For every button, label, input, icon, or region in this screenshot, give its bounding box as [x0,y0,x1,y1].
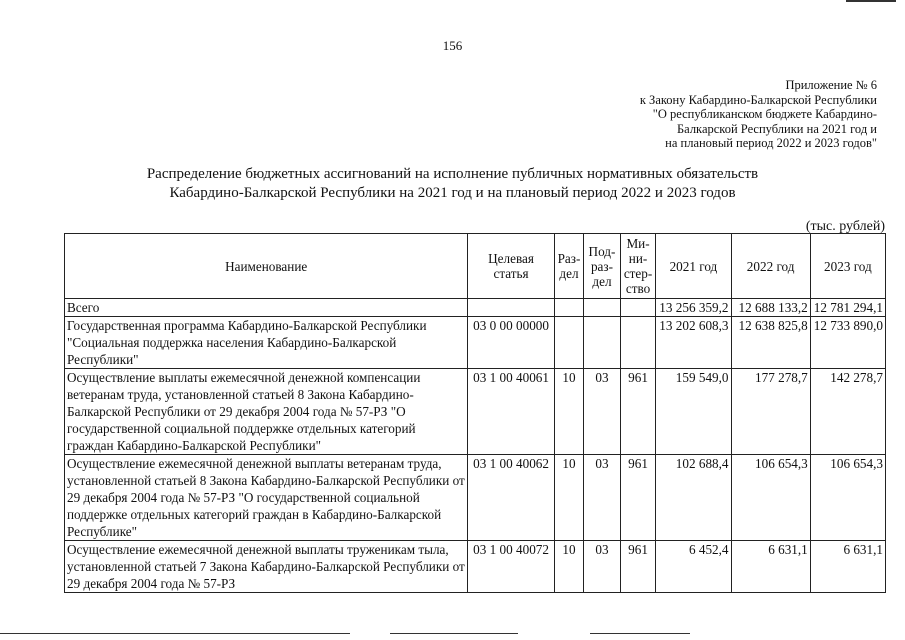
table-header [65,234,886,299]
title-line: Распределение бюджетных ассигнований на исполнение публичных нормативных обязательств [146,166,759,182]
cell-subsection: 03 [584,455,621,541]
scan-edge-line [0,633,350,634]
cell-ministry [620,317,656,369]
header-target-article: Целевая статья [468,234,554,299]
cell-section: 10 [554,369,583,455]
cell-ministry: 961 [620,541,656,593]
header-subsection: Под- раз- дел [584,234,621,299]
cell-name: Осуществление выплаты ежемесячной денежной компенсации ветеранам труда, установленной статьей 8 Закона Кабардино-Балкарской Республики от 29 декабря 2004 года № 57-РЗ "О государственной социальной поддержке отдельных категорий граждан Кабардино-Балкарской Республики" [65,369,468,455]
cell-subsection [584,299,621,317]
header-2021: 2021 год [656,234,731,299]
appendix-line: к Закону Кабардино-Балкарской Республики [639,92,877,107]
cell-section: 10 [554,541,583,593]
cell-2022: 12 638 825,8 [731,317,810,369]
header-2023: 2023 год [810,234,885,299]
cell-2021: 6 452,4 [656,541,731,593]
cell-name: Осуществление ежемесячной денежной выплаты труженикам тыла, установленной статьей 7 Закона Кабардино-Балкарской Республики от 29 декабря 2004 года № 57-РЗ [65,541,468,593]
table-body [65,299,886,593]
appendix-line: Приложение № 6 [785,78,877,92]
table-row [65,541,886,593]
page-number: 156 [442,38,463,53]
cell-target-article: 03 0 00 00000 [468,317,554,369]
table-row [65,455,886,541]
cell-2023: 12 781 294,1 [810,299,885,317]
cell-subsection [584,317,621,369]
budget-table [64,233,886,593]
appendix-line: на плановый период 2022 и 2023 годов" [665,136,877,150]
cell-2021: 13 202 608,3 [656,317,731,369]
scan-edge-line [390,633,518,634]
cell-target-article [468,299,554,317]
title-line: Кабардино-Балкарской Республики на 2021 год и на плановый период 2022 и 2023 годов [169,185,736,201]
cell-2023: 6 631,1 [810,541,885,593]
cell-section [554,299,583,317]
cell-2022: 177 278,7 [731,369,810,455]
cell-name: Государственная программа Кабардино-Балкарской Республики "Социальная поддержка населения Кабардино-Балкарской Республики" [65,317,468,369]
cell-2023: 142 278,7 [810,369,885,455]
table-row [65,317,886,369]
cell-subsection: 03 [584,369,621,455]
cell-subsection: 03 [584,541,621,593]
document-title [0,165,905,203]
scan-edge-line [590,633,690,634]
cell-section [554,317,583,369]
cell-ministry: 961 [620,369,656,455]
cell-ministry [620,299,656,317]
header-name: Наименование [65,234,468,299]
cell-2022: 6 631,1 [731,541,810,593]
cell-name: Осуществление ежемесячной денежной выплаты ветеранам труда, установленной статьей 8 Закона Кабардино-Балкарской Республики от 29 декабря 2004 года № 57-РЗ "О государственной социальной поддержке отдельных категорий граждан в Кабардино-Балкарской Республике" [65,455,468,541]
appendix-line: Балкарской Республики на 2021 год и [676,121,877,136]
cell-2023: 12 733 890,0 [810,317,885,369]
cell-2022: 106 654,3 [731,455,810,541]
header-2022: 2022 год [731,234,810,299]
cell-section: 10 [554,455,583,541]
table-row [65,369,886,455]
units-label: (тыс. рублей) [805,219,885,234]
cell-2021: 13 256 359,2 [656,299,731,317]
header-section: Раз- дел [554,234,583,299]
appendix-line: "О республиканском бюджете Кабардино- [652,107,877,121]
cell-target-article: 03 1 00 40061 [468,369,554,455]
table-row [65,299,886,317]
cell-2023: 106 654,3 [810,455,885,541]
cell-target-article: 03 1 00 40062 [468,455,554,541]
appendix-header [640,78,877,151]
cell-ministry: 961 [620,455,656,541]
cell-name: Всего [65,299,468,317]
cell-2022: 12 688 133,2 [731,299,810,317]
cell-target-article: 03 1 00 40072 [468,541,554,593]
cell-2021: 159 549,0 [656,369,731,455]
header-ministry: Ми- ни- стер- ство [620,234,656,299]
cell-2021: 102 688,4 [656,455,731,541]
top-edge-line [846,0,896,2]
